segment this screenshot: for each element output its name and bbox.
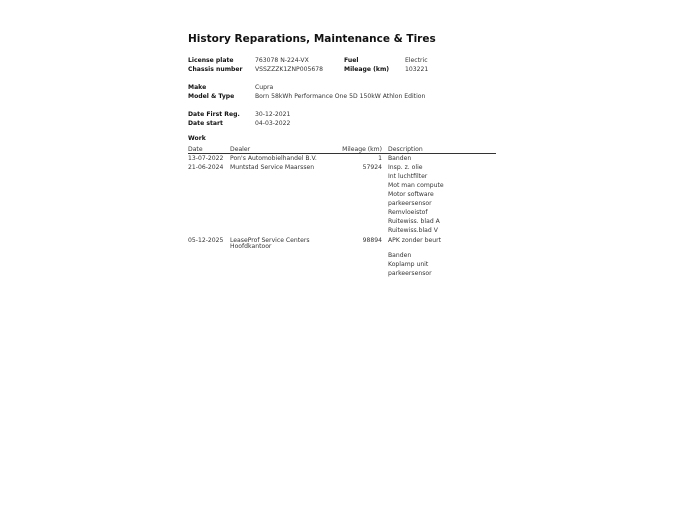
- row-description: Ruitewiss. blad A: [388, 218, 440, 225]
- date-start-label: Date start: [188, 120, 223, 127]
- date-start-value: 04-03-2022: [255, 120, 291, 127]
- row-dealer: Muntstad Service Maarssen: [230, 164, 315, 171]
- row-mileage: 98894: [362, 237, 382, 244]
- row-description: Mot man compute: [388, 182, 444, 189]
- row-description: APK zonder beurt: [388, 237, 441, 244]
- row-description: parkeersensor: [388, 270, 432, 277]
- chassis-label: Chassis number: [188, 66, 243, 73]
- col-header-date: Date: [188, 146, 203, 153]
- row-description: Motor software: [388, 191, 434, 198]
- row-dealer: Pon's Automobielhandel B.V.: [230, 155, 317, 162]
- row-date: 21-06-2024: [188, 164, 224, 171]
- model-label: Model & Type: [188, 93, 235, 100]
- fuel-value: Electric: [405, 57, 428, 64]
- license-plate-value: 763078 N-224-VX: [255, 57, 309, 64]
- row-date: 13-07-2022: [188, 155, 224, 162]
- header-rule: [188, 153, 496, 154]
- row-dealer-line2: Hoofdkantoor: [230, 243, 272, 250]
- row-description: parkeersensor: [388, 200, 432, 207]
- model-value: Born 58kWh Performance One 5D 150kW Athlon Edition: [255, 93, 426, 100]
- row-description: Remvloeistof: [388, 209, 428, 216]
- row-description: Ruitewiss.blad V: [388, 227, 438, 234]
- col-header-mileage: Mileage (km): [342, 146, 382, 153]
- row-date: 05-12-2025: [188, 237, 224, 244]
- col-header-dealer: Dealer: [230, 146, 251, 153]
- row-description: Banden: [388, 155, 412, 162]
- mileage-value: 103221: [405, 66, 429, 73]
- make-label: Make: [188, 84, 207, 91]
- row-dealer: LeaseProf Service Centers: [230, 237, 310, 244]
- work-section-label: Work: [188, 135, 206, 142]
- row-description: Int luchtfilter: [388, 173, 428, 180]
- row-mileage: 57924: [362, 164, 382, 171]
- row-mileage: 1: [378, 155, 382, 162]
- fuel-label: Fuel: [344, 57, 359, 64]
- row-description: Insp. z. olie: [388, 164, 423, 171]
- make-value: Cupra: [255, 84, 274, 91]
- first-reg-value: 30-12-2021: [255, 111, 291, 118]
- first-reg-label: Date First Reg.: [188, 111, 240, 118]
- mileage-label: Mileage (km): [344, 66, 390, 73]
- row-description: Banden: [388, 252, 412, 259]
- chassis-value: VSSZZZK1ZNP005678: [255, 66, 323, 73]
- license-plate-label: License plate: [188, 57, 234, 64]
- page-title: History Reparations, Maintenance & Tires: [188, 33, 436, 45]
- col-header-description: Description: [388, 146, 423, 153]
- row-description: Koplamp unit: [388, 261, 429, 268]
